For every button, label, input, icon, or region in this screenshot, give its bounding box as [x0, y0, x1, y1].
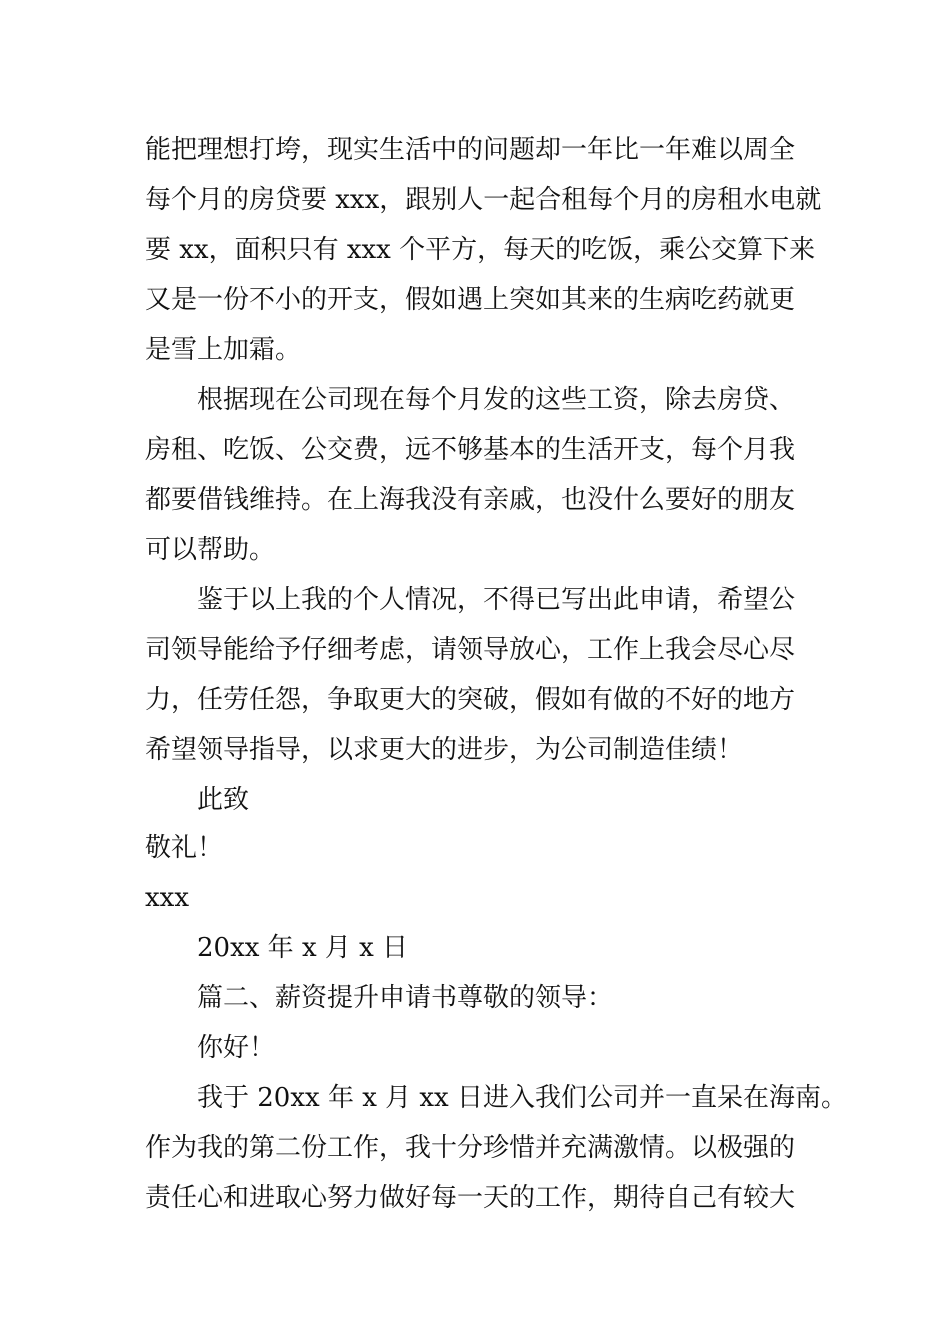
paragraph-3-line-1: 鉴于以上我的个人情况，不得已写出此申请，希望公 [197, 585, 796, 615]
greeting-text: 你好！ [197, 1033, 276, 1063]
paragraph-1-line-4: 又是一份不小的开支，假如遇上突如其来的生病吃药就更 [145, 285, 796, 315]
paragraph-2-line-2: 房租、吃饭、公交费，远不够基本的生活开支，每个月我 [145, 435, 796, 465]
paragraph-3-line-2: 司领导能给予仔细考虑，请领导放心，工作上我会尽心尽 [145, 635, 796, 665]
paragraph-2-line-1: 根据现在公司现在每个月发的这些工资，除去房贷、 [197, 385, 796, 415]
paragraph-4-line-1: 我于 20xx 年 x 月 xx 日进入我们公司并一直呆在海南。 [197, 1083, 847, 1113]
paragraph-2-line-4: 可以帮助。 [145, 535, 276, 565]
signature-text: xxx [145, 883, 189, 913]
paragraph-1-line-1: 能把理想打垮，现实生活中的问题却一年比一年难以周全 [145, 135, 796, 165]
paragraph-1-line-3: 要 xx，面积只有 xxx 个平方，每天的吃饭，乘公交算下来 [145, 235, 816, 265]
paragraph-3-line-3: 力，任劳任怨，争取更大的突破，假如有做的不好的地方 [145, 685, 796, 715]
paragraph-1-line-5: 是雪上加霜。 [145, 335, 302, 365]
date-text: 20xx 年 x 月 x 日 [197, 933, 409, 963]
paragraph-2-line-3: 都要借钱维持。在上海我没有亲戚，也没什么要好的朋友 [145, 485, 796, 515]
paragraph-3-line-4: 希望领导指导，以求更大的进步，为公司制造佳绩！ [145, 735, 744, 765]
paragraph-1-line-2: 每个月的房贷要 xxx，跟别人一起合租每个月的房租水电就 [145, 185, 822, 215]
closing-text: 此致 [197, 785, 250, 815]
paragraph-4-line-3: 责任心和进取心努力做好每一天的工作，期待自己有较大 [145, 1183, 796, 1213]
salute-text: 敬礼！ [145, 833, 224, 863]
paragraph-4-line-2: 作为我的第二份工作，我十分珍惜并充满激情。以极强的 [145, 1133, 796, 1163]
section-title: 篇二、薪资提升申请书尊敬的领导： [197, 983, 614, 1013]
